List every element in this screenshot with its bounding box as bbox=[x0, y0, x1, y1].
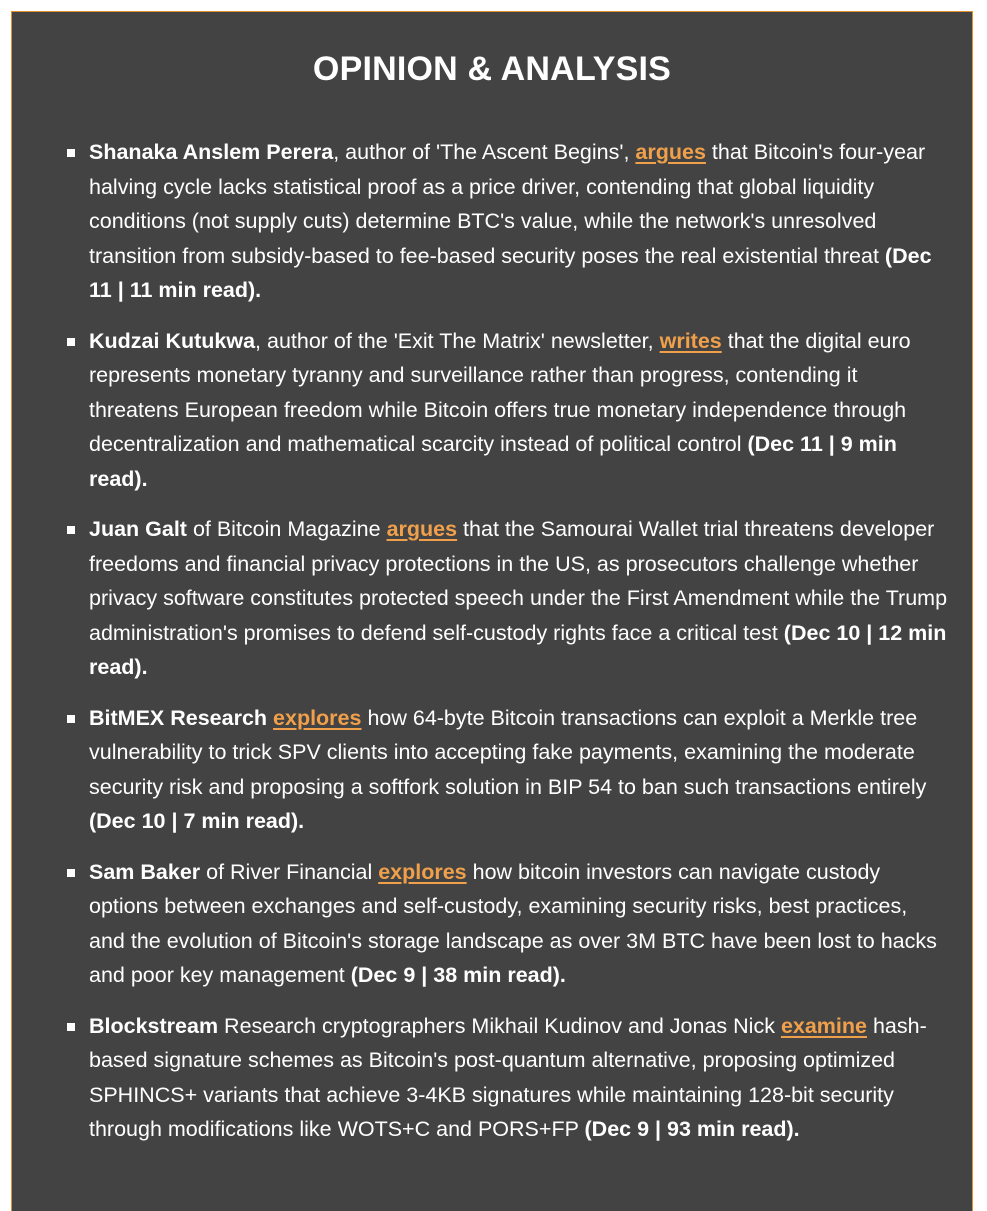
item-text: that the digital euro represents monetary tyranny and surveillance rather than progress, contending it threatens European freedom while Bitcoin offers true monetary independence through decentralization and mathematical scarcity instead of political control bbox=[89, 328, 911, 456]
item-text: of Bitcoin Magazine bbox=[186, 517, 387, 541]
author-name: Juan Galt bbox=[89, 517, 187, 541]
author-name: BitMEX Research bbox=[89, 705, 268, 730]
item-meta: (Dec 10 | 12 min read). bbox=[89, 620, 947, 679]
article-list bbox=[89, 135, 949, 1163]
item-text: that the Samourai Wallet trial threatens developer freedoms and financial privacy protections in the US, as prosecutors challenge whether privacy software constitutes protected speech under the First Amendment while the Trump administration's promises to defend self-custody rights face a critical test bbox=[89, 517, 948, 645]
item-text: how bitcoin investors can navigate custody options between exchanges and self-custody, examining security risks, best practices, and the evolution of Bitcoin's storage landscape as over 3M BTC have been lost to hacks and poor key management bbox=[89, 859, 937, 987]
list-item bbox=[89, 855, 949, 993]
article-link[interactable]: argues bbox=[635, 140, 706, 164]
item-text: how 64-byte Bitcoin transactions can exploit a Merkle tree vulnerability to trick SPV clients into accepting fake payments, examining the moderate security risk and proposing a softfork solution in BIP 54 to ban such transactions entirely bbox=[89, 705, 927, 799]
item-text: Research cryptographers Mikhail Kudinov and Jonas Nick bbox=[218, 1013, 781, 1038]
author-name: Shanaka Anslem Perera bbox=[89, 140, 334, 164]
item-meta: (Dec 9 | 93 min read). bbox=[584, 1117, 800, 1141]
item-text: hash-based signature schemes as Bitcoin's post-quantum alternative, proposing optimized SPHINCS+ variants that achieve 3-4KB signatures while maintaining 128-bit security through modifications like WOTS+C and PORS+FP bbox=[89, 1013, 927, 1141]
item-text: of River Financial bbox=[200, 859, 379, 884]
item-meta: (Dec 11 | 11 min read). bbox=[89, 243, 932, 302]
list-item bbox=[89, 324, 949, 497]
bullet-icon bbox=[67, 869, 75, 877]
bullet-icon bbox=[67, 149, 75, 157]
item-meta: (Dec 9 | 38 min read). bbox=[350, 963, 566, 987]
article-link[interactable]: explores bbox=[378, 859, 467, 884]
author-name: Kudzai Kutukwa bbox=[89, 328, 256, 353]
bullet-icon bbox=[67, 338, 75, 346]
item-text: , author of the 'Exit The Matrix' newsletter, bbox=[255, 328, 660, 353]
list-item bbox=[89, 135, 949, 308]
item-meta: (Dec 11 | 9 min read). bbox=[89, 432, 897, 491]
item-text: that Bitcoin's four-year halving cycle lacks statistical proof as a price driver, contending that global liquidity conditions (not supply cuts) determine BTC's value, while the network's unresolved transition from subsidy-based to fee-based security poses the real existential threat bbox=[89, 140, 926, 268]
bullet-icon bbox=[67, 526, 75, 534]
author-name: Sam Baker bbox=[89, 859, 201, 884]
list-item bbox=[89, 512, 949, 685]
item-meta: (Dec 10 | 7 min read). bbox=[89, 809, 305, 833]
section-title: OPINION & ANALYSIS bbox=[312, 50, 672, 88]
author-name: Blockstream bbox=[89, 1013, 219, 1038]
item-text: , author of 'The Ascent Begins', bbox=[333, 140, 636, 164]
newsletter-section bbox=[11, 11, 973, 1211]
bullet-icon bbox=[67, 715, 75, 723]
list-item bbox=[89, 701, 949, 839]
bullet-icon bbox=[67, 1023, 75, 1031]
article-link[interactable]: argues bbox=[386, 517, 458, 541]
article-link[interactable]: writes bbox=[659, 328, 722, 353]
article-link[interactable]: examine bbox=[780, 1013, 867, 1038]
list-item bbox=[89, 1009, 949, 1147]
article-link[interactable]: explores bbox=[273, 705, 362, 730]
